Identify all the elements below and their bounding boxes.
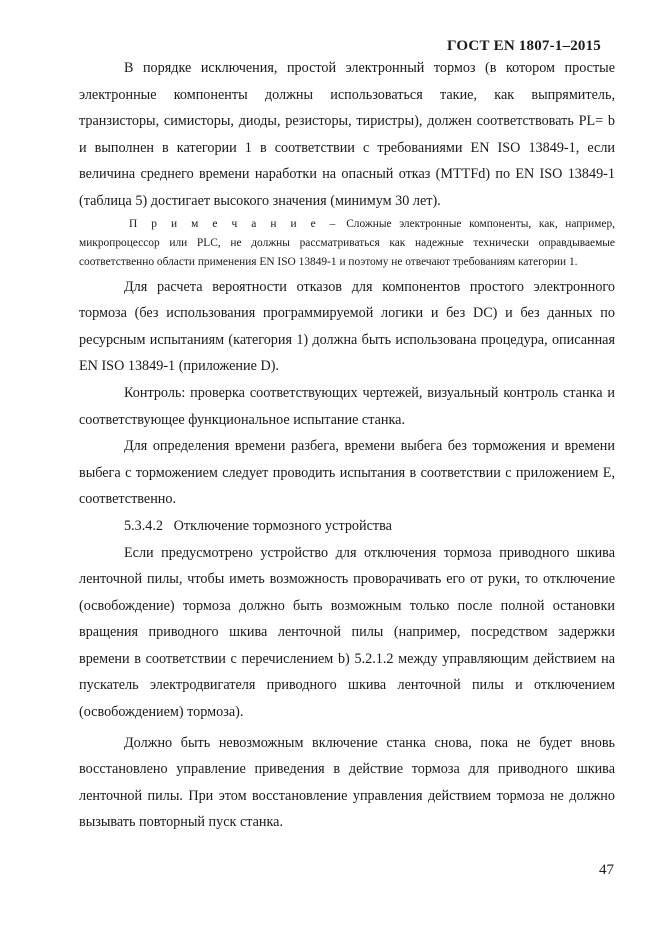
- paragraph-restart: Должно быть невозможным включение станка снова, пока не будет вновь восстановлено управление приведения в действие тормоза для приводного шкива ленточной пилы. При этом восстановление управления действием тормоза не должно вызывать повторный пуск станка.: [79, 734, 615, 831]
- document-header: ГОСТ EN 1807-1–2015: [447, 38, 601, 54]
- note: [79, 215, 615, 272]
- section-heading: 5.3.4.2 Отключение тормозного устройства: [124, 517, 392, 534]
- paragraph-control: Контроль: проверка соответствующих чертежей, визуальный контроль станка и соответствующее функциональное испытание станка.: [79, 384, 615, 428]
- page-number: 47: [599, 862, 614, 878]
- paragraph-simple-brake: В порядке исключения, простой электронный тормоз (в котором простые электронные компоненты должны использоваться такие, как выпрямитель, транзисторы, симисторы, диоды, резисторы, тиристры), должен соответствовать PL= b и выполнен в категории 1 в соответствии с требованиями EN ISO 13849-1, если величина среднего времени наработки на опасный отказ (MTTFd) по EN ISO 13849-1 (таблица 5) достигает высокого значения (минимум 30 лет).: [79, 60, 615, 209]
- note-text: Сложные электронные компоненты, как, например, микропроцессор или PLC, не должны рассматриваться как надежные технически оправдываемые соответственно области применения EN ISO 13849-1 и поэтому не отвечают требованиям категории 1.: [79, 217, 615, 268]
- paragraph-brake-release: Если предусмотрено устройство для отключения тормоза приводного шкива ленточной пилы, чтобы иметь возможность проворачивать его от руки, то отключение (освобождение) тормоза должно быть возможным только после полной остановки вращения приводного шкива ленточной пилы (например, посредством задержки времени в соответствии с перечислением b) 5.2.1.2 между управляющим действием на пускатель электродвигателя приводного шкива ленточной пилы и отключением (освобождением) тормоза).: [79, 544, 615, 721]
- page-body: [79, 55, 615, 836]
- paragraph-testing: Для определения времени разбега, времени выбега без торможения и времени выбега с торможением следует проводить испытания в соответствии с приложением E, соответственно.: [79, 438, 615, 508]
- note-label: П р и м е ч а н и е –: [129, 217, 339, 230]
- paragraph-failure-probability: Для расчета вероятности отказов для компонентов простого электронного тормоза (без использования программируемой логики и без DC) и без данных по ресурсным испытаниям (категория 1) должна быть использована процедура, описанная EN ISO 13849-1 (приложение D).: [79, 278, 615, 375]
